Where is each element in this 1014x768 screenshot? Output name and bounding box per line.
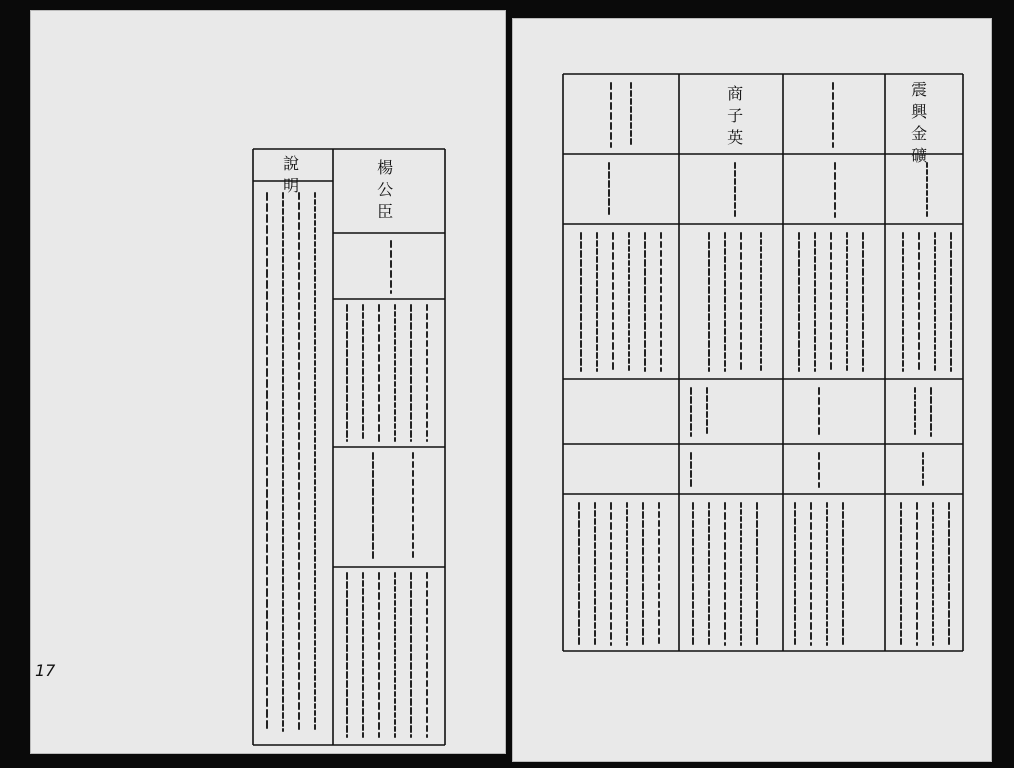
right-page bbox=[512, 18, 992, 762]
column-1-heading: 震興金礦 bbox=[908, 81, 928, 169]
handwriting-placeholder bbox=[333, 301, 445, 447]
note-label: 說明 bbox=[280, 155, 300, 199]
handwriting-placeholder bbox=[333, 449, 445, 567]
handwriting-placeholder bbox=[565, 157, 963, 223]
handwriting-placeholder bbox=[783, 77, 883, 153]
left-page bbox=[30, 10, 506, 754]
handwriting-placeholder bbox=[565, 77, 679, 153]
first-column-heading: 楊公臣 bbox=[374, 159, 394, 225]
handwriting-placeholder bbox=[333, 237, 445, 297]
handwriting-placeholder bbox=[565, 497, 963, 651]
handwriting-placeholder bbox=[565, 382, 963, 442]
handwriting-placeholder bbox=[333, 569, 445, 745]
handwriting-placeholder bbox=[253, 183, 333, 743]
handwriting-placeholder bbox=[565, 447, 963, 493]
page-number: 17 bbox=[35, 661, 56, 680]
handwriting-placeholder bbox=[565, 227, 963, 377]
column-2-heading: 商子英 bbox=[724, 85, 744, 151]
